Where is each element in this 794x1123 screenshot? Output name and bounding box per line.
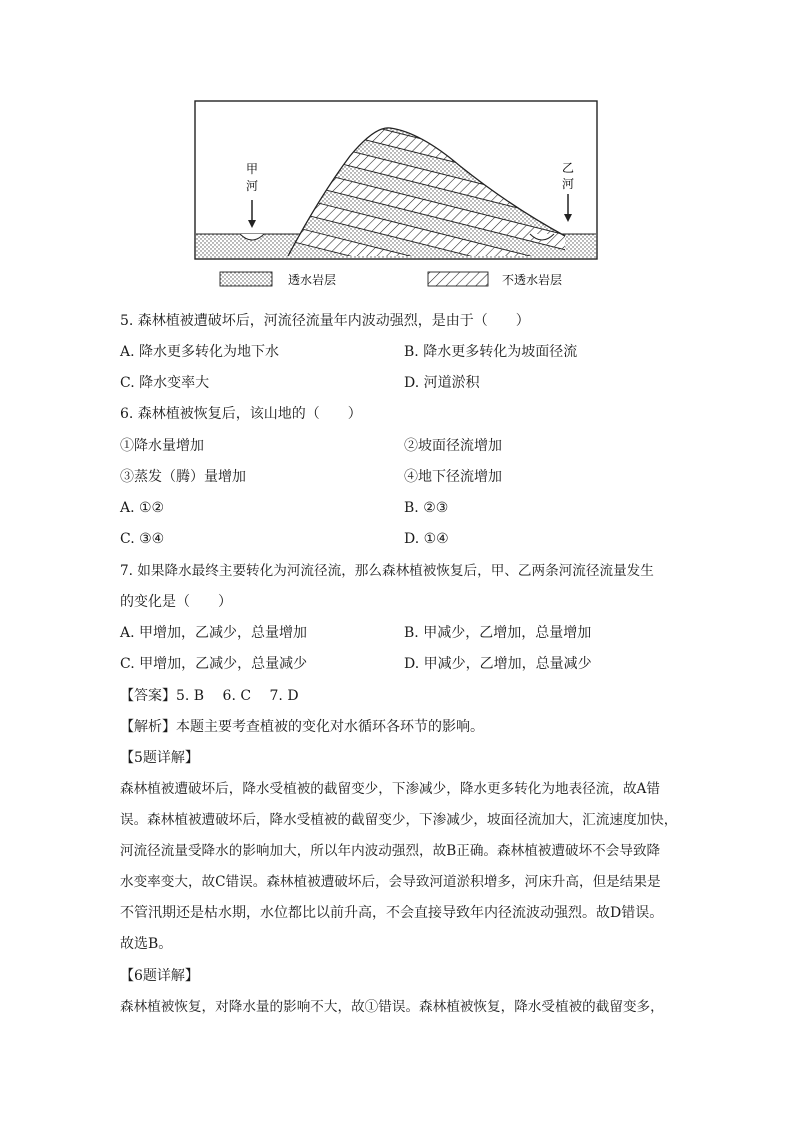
- q6-item-4: ④地下径流增加: [404, 469, 502, 485]
- q5-option-a: A. 降水更多转化为地下水: [120, 344, 280, 360]
- q5-detail-line: 水变率变大，故C错误。森林植被遭破坏后，会导致河道淤积增多，河床升高，但是结果是: [120, 874, 661, 890]
- q5-option-d: D. 河道淤积: [404, 375, 480, 391]
- q6-item-1: ①降水量增加: [120, 438, 204, 454]
- river-yi-label-2: 河: [561, 177, 575, 191]
- river-jia-label-1: 甲: [245, 162, 259, 176]
- q7-option-c: C. 甲增加，乙减少，总量减少: [120, 656, 308, 672]
- q7-option-d: D. 甲减少，乙增加，总量减少: [404, 656, 592, 672]
- river-jia-label-2: 河: [245, 179, 259, 193]
- q6-option-d: D. ①④: [404, 531, 449, 547]
- q6-stem: 6. 森林植被恢复后，该山地的（ ）: [120, 406, 362, 422]
- q7-stem-line1: 7. 如果降水最终主要转化为河流径流，那么森林植被恢复后，甲、乙两条河流径流量发生: [120, 563, 654, 579]
- legend-permeable-swatch: [220, 272, 272, 286]
- q5-detail-line: 故选B。: [120, 936, 173, 952]
- legend-impermeable-label: 不透水岩层: [502, 273, 563, 287]
- q6-item-2: ②坡面径流增加: [404, 438, 502, 454]
- q5-option-b: B. 降水更多转化为坡面径流: [404, 344, 578, 360]
- q5-detail-heading: 【5题详解】: [120, 750, 199, 766]
- q5-detail-line: 误。森林植被遭破坏后，降水受植被的截留变少，下渗减少，坡面径流加大，汇流速度加快，: [120, 812, 678, 828]
- q6-item-3: ③蒸发（腾）量增加: [120, 469, 246, 485]
- q5-detail-body: [120, 774, 680, 960]
- answer-line: 【答案】5. B 6. C 7. D: [120, 688, 299, 704]
- q5-option-c: C. 降水变率大: [120, 375, 210, 391]
- geology-cross-section: [190, 96, 610, 292]
- q6-option-b: B. ②③: [404, 500, 449, 516]
- legend-impermeable-swatch: [428, 272, 488, 286]
- q6-detail-line: 森林植被恢复，对降水量的影响不大，故①错误。森林植被恢复，降水受植被的截留变多，: [120, 999, 664, 1015]
- q5-detail-line: 河流径流量受降水的影响加大，所以年内波动强烈，故B正确。森林植被遭破坏不会导致降: [120, 843, 661, 859]
- cross-section-svg: [190, 96, 610, 292]
- q6-option-c: C. ③④: [120, 531, 165, 547]
- river-yi-label-1: 乙: [561, 161, 575, 175]
- analysis-line: 【解析】本题主要考查植被的变化对水循环各环节的影响。: [120, 719, 484, 735]
- q7-option-a: A. 甲增加，乙减少，总量增加: [120, 625, 308, 641]
- q5-stem: 5. 森林植被遭破坏后，河流径流量年内波动强烈，是由于（ ）: [120, 313, 530, 329]
- q6-detail-heading: 【6题详解】: [120, 968, 199, 984]
- q6-detail-body: [120, 992, 680, 1023]
- q7-option-b: B. 甲减少，乙增加，总量增加: [404, 625, 592, 641]
- legend-permeable-label: 透水岩层: [288, 273, 337, 287]
- q5-detail-line: 森林植被遭破坏后，降水受植被的截留变少，下渗减少，降水更多转化为地表径流，故A错: [120, 781, 660, 797]
- q7-stem-line2: 的变化是（ ）: [120, 594, 232, 610]
- q6-option-a: A. ①②: [120, 500, 165, 516]
- q5-detail-line: 不管汛期还是枯水期，水位都比以前升高，不会直接导致年内径流波动强烈。故D错误。: [120, 905, 664, 921]
